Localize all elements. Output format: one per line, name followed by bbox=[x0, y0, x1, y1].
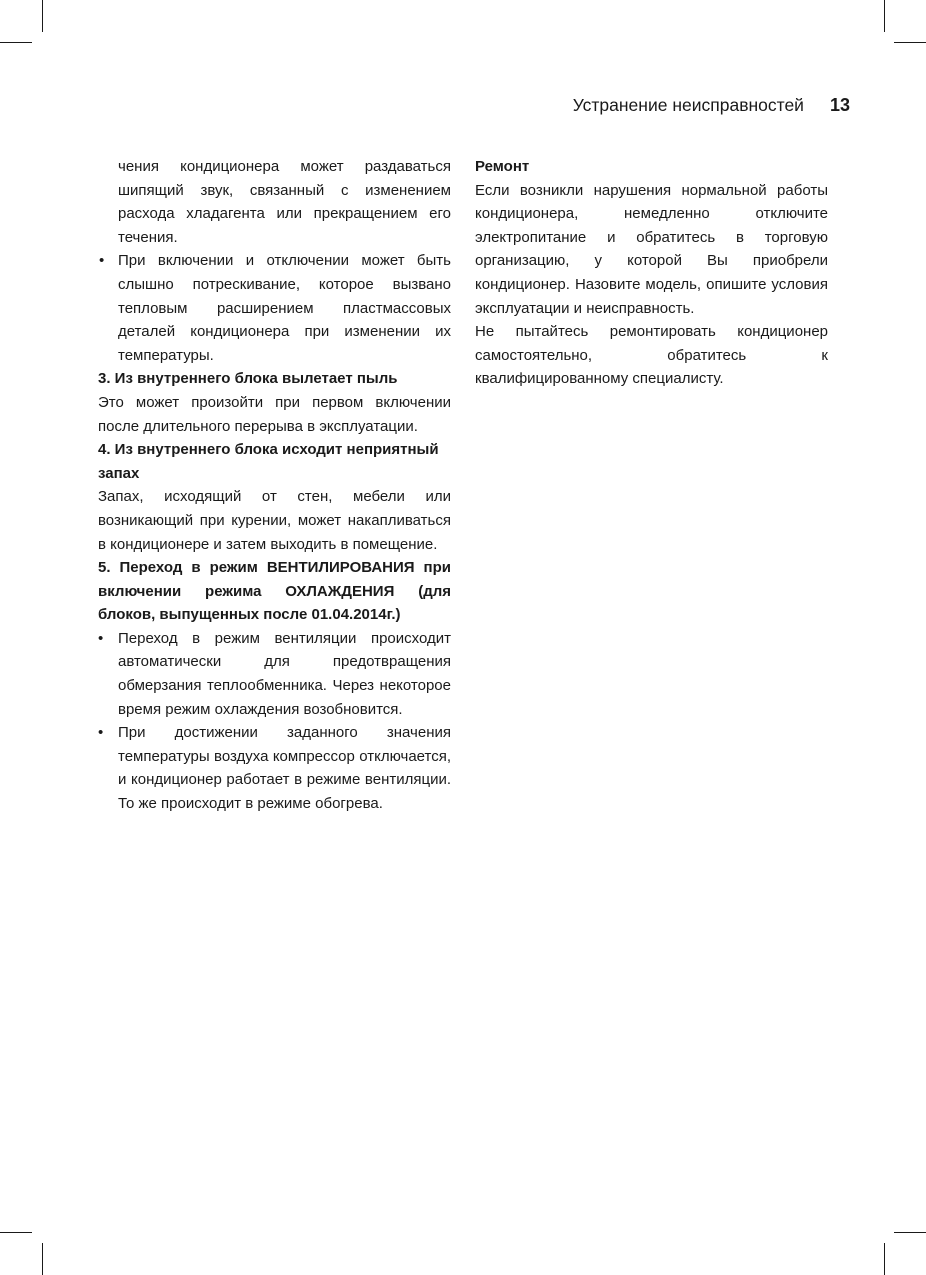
bullet-list bbox=[98, 249, 451, 367]
section-heading-3: 3. Из внутреннего блока вылетает пыль bbox=[98, 370, 398, 388]
list-item bbox=[98, 721, 451, 815]
page-number: 13 bbox=[829, 95, 850, 115]
section-title: Устранение неисправностей bbox=[572, 95, 804, 115]
left-column bbox=[98, 155, 451, 816]
list-item bbox=[98, 249, 451, 367]
repair-heading: Ремонт bbox=[475, 158, 530, 175]
crop-mark bbox=[0, 1232, 32, 1233]
crop-mark bbox=[884, 1243, 885, 1275]
crop-mark bbox=[884, 0, 885, 32]
list-item-text: При достижении заданного значения температуры воздуха компрессор отключается, и кондиционер работает в режиме вентиляции. То же происходит в режиме обогрева. bbox=[118, 724, 451, 813]
running-header bbox=[573, 95, 850, 116]
section-heading-5: 5. Переход в режим ВЕНТИЛИРОВАНИЯ при включении режима ОХЛАЖДЕНИЯ (для блоков, выпущенных после 01.04.2014г.) bbox=[98, 559, 451, 624]
section-paragraph-4: Запах, исходящий от стен, мебели или возникающий при курении, может накапливаться в кондиционере и затем выходить в помещение. bbox=[98, 488, 451, 553]
crop-mark bbox=[42, 1243, 43, 1275]
continuation-paragraph: чения кондиционера может раздаваться шипящий звук, связанный с изменением расхода хладагента или прекращением его течения. bbox=[118, 158, 451, 246]
right-column bbox=[475, 155, 828, 391]
list-item-text: Переход в режим вентиляции происходит автоматически для предотвращения обмерзания теплообменника. Через некоторое время режим охлаждения возобновится. bbox=[118, 629, 451, 718]
crop-mark bbox=[42, 0, 43, 32]
bullet-icon: • bbox=[98, 629, 104, 647]
crop-mark bbox=[894, 42, 926, 43]
crop-mark bbox=[894, 1232, 926, 1233]
list-item bbox=[98, 627, 451, 721]
repair-paragraph-2: Не пытайтесь ремонтировать кондиционер самостоятельно, обратитесь к квалифицированному специалисту. bbox=[475, 323, 828, 388]
crop-mark bbox=[0, 42, 32, 43]
list-item-text: При включении и отключении может быть слышно потрескивание, которое вызвано тепловым расширением пластмассовых деталей кондиционера при изменении их температуры. bbox=[118, 252, 451, 364]
bullet-icon: • bbox=[99, 252, 105, 270]
section-heading-4: 4. Из внутреннего блока исходит неприятный запах bbox=[98, 441, 439, 482]
section-paragraph-3: Это может произойти при первом включении после длительного перерыва в эксплуатации. bbox=[98, 393, 451, 435]
bullet-list bbox=[98, 627, 451, 816]
bullet-icon: • bbox=[98, 724, 104, 742]
repair-paragraph-1: Если возникли нарушения нормальной работы кондиционера, немедленно отключите электропитание и обратитесь в торговую организацию, у которой Вы приобрели кондиционер. Назовите модель, опишите условия эксплуатации и неисправность. bbox=[475, 181, 828, 317]
